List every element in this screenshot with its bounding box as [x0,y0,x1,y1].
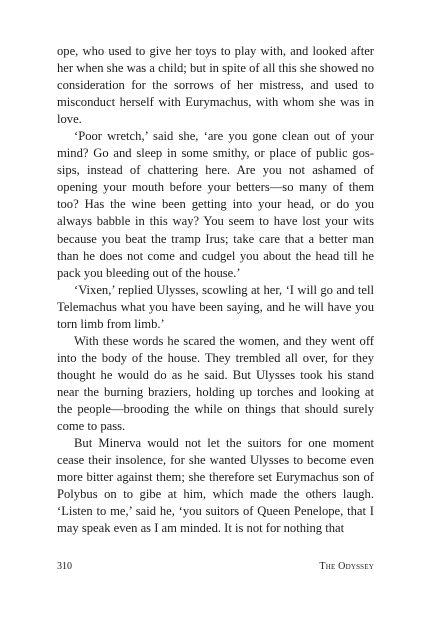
page-number: 310 [57,561,72,572]
paragraph-1: ope, who used to give her toys to play with, and looked after her when she was a child; but in spite of all this she showed no consideration for the sorrows of her mistress, and used to misconduct herself with Eurymachus, with whom she was in love. [57,44,374,127]
paragraph-3: ‘Vixen,’ replied Ulysses, scowling at her, ‘I will go and tell Telemachus what you have been saying, and he will have you torn limb from limb.’ [57,282,374,331]
page-footer [57,559,374,575]
paragraph-2: ‘Poor wretch,’ said she, ‘are you gone clean out of your mind? Go and sleep in some smithy, or place of public gossips, instead of chattering here. Are you not ashamed of opening your mouth before your betters—so many of them too? Has the wine been getting into your head, or do you always babble in this way? You seem to have lost your wits because you beat the tramp Irus; take care that a better man than he does not come and cudgel you about the head till he pack you bleeding out of the house.’ [57,129,374,280]
paragraph-4: With these words he scared the women, and they went off into the body of the house. They trembled all over, for they thought he would do as he said. But Ulysses took his stand near the burning braziers, holding up torches and looking at the people—brooding the while on things that should surely come to pass. [57,333,374,434]
page-body-text [57,43,374,537]
running-head: The Odyssey [319,561,374,572]
paragraph-5: But Minerva would not let the suitors for one moment cease their insolence, for she wanted Ulysses to become even more bitter against them; she therefore set Eurymachus son of Polybus on to gibe at him, which made the others laugh. ‘Listen to me,’ said he, ‘you suitors of Queen Penelope, that I may speak even as I am minded. It is not for nothing that [57,436,374,536]
